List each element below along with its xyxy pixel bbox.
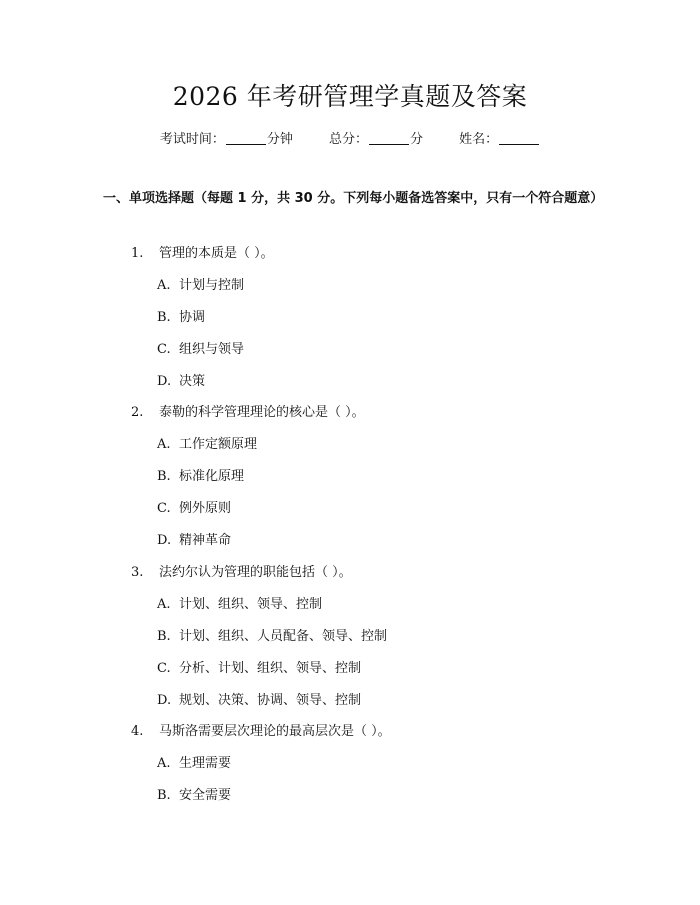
option-text: 规划、决策、协调、领导、控制 (179, 693, 362, 708)
option-text: 精神革命 (179, 533, 232, 548)
option-item (157, 340, 244, 360)
option-item (157, 754, 231, 774)
total-score-blank (369, 130, 409, 145)
exam-time-label: 考试时间： (159, 132, 225, 147)
option-letter: B. (157, 629, 171, 644)
option-text: 计划、组织、领导、控制 (179, 597, 323, 612)
option-text: 生理需要 (179, 756, 232, 771)
option-letter: B. (157, 310, 171, 325)
question-number: 4. (131, 724, 144, 739)
exam-time-blank (226, 130, 266, 145)
option-item (157, 372, 205, 392)
student-name-field (459, 130, 540, 150)
option-letter: A. (157, 756, 171, 771)
option-item (157, 595, 322, 615)
option-letter: A. (157, 278, 171, 293)
option-letter: B. (157, 788, 171, 803)
student-name-blank (499, 130, 539, 145)
option-item (157, 786, 231, 806)
option-text: 例外原则 (179, 501, 232, 516)
question-text: 法约尔认为管理的职能包括（ ）。 (159, 565, 352, 580)
question-item (131, 722, 391, 742)
option-item (157, 627, 387, 647)
exam-time-field (160, 130, 293, 150)
question-item (131, 403, 365, 423)
option-text: 计划、组织、人员配备、领导、控制 (179, 629, 388, 644)
option-text: 安全需要 (179, 788, 232, 803)
option-letter: A. (157, 597, 171, 612)
option-item (157, 467, 244, 487)
question-text: 马斯洛需要层次理论的最高层次是（ ）。 (159, 724, 391, 739)
option-letter: C. (157, 501, 171, 516)
option-text: 计划与控制 (179, 278, 245, 293)
option-item (157, 659, 361, 679)
question-item (131, 563, 352, 583)
option-letter: C. (157, 342, 171, 357)
exam-time-unit: 分钟 (266, 132, 293, 147)
total-score-label: 总分： (328, 132, 368, 147)
option-item (157, 435, 257, 455)
option-text: 工作定额原理 (179, 437, 258, 452)
option-text: 协调 (179, 310, 206, 325)
page-title: 2026 年考研管理学真题及答案 (172, 82, 528, 111)
exam-meta-line (0, 130, 700, 150)
option-letter: A. (157, 437, 171, 452)
section-heading: 一、单项选择题（每题 1 分，共 30 分。下列每小题备选答案中，只有一个符合题意） (103, 191, 604, 206)
option-item (157, 531, 231, 551)
option-text: 组织与领导 (179, 342, 245, 357)
option-text: 分析、计划、组织、领导、控制 (179, 661, 362, 676)
question-number: 2. (131, 405, 144, 420)
student-name-label: 姓名： (459, 132, 499, 147)
option-letter: C. (157, 661, 171, 676)
question-number: 1. (131, 246, 144, 261)
question-text: 泰勒的科学管理理论的核心是（ ）。 (159, 405, 365, 420)
option-item (157, 691, 361, 711)
option-item (157, 499, 231, 519)
total-score-unit: 分 (410, 132, 424, 147)
option-letter: D. (157, 374, 172, 389)
option-letter: B. (157, 469, 171, 484)
question-text: 管理的本质是（ ）。 (159, 246, 274, 261)
option-letter: D. (157, 533, 172, 548)
option-item (157, 276, 244, 296)
option-item (157, 308, 205, 328)
option-text: 标准化原理 (179, 469, 245, 484)
question-number: 3. (131, 565, 144, 580)
option-letter: D. (157, 693, 172, 708)
option-text: 决策 (179, 374, 206, 389)
total-score-field (329, 130, 423, 150)
question-item (131, 244, 274, 264)
